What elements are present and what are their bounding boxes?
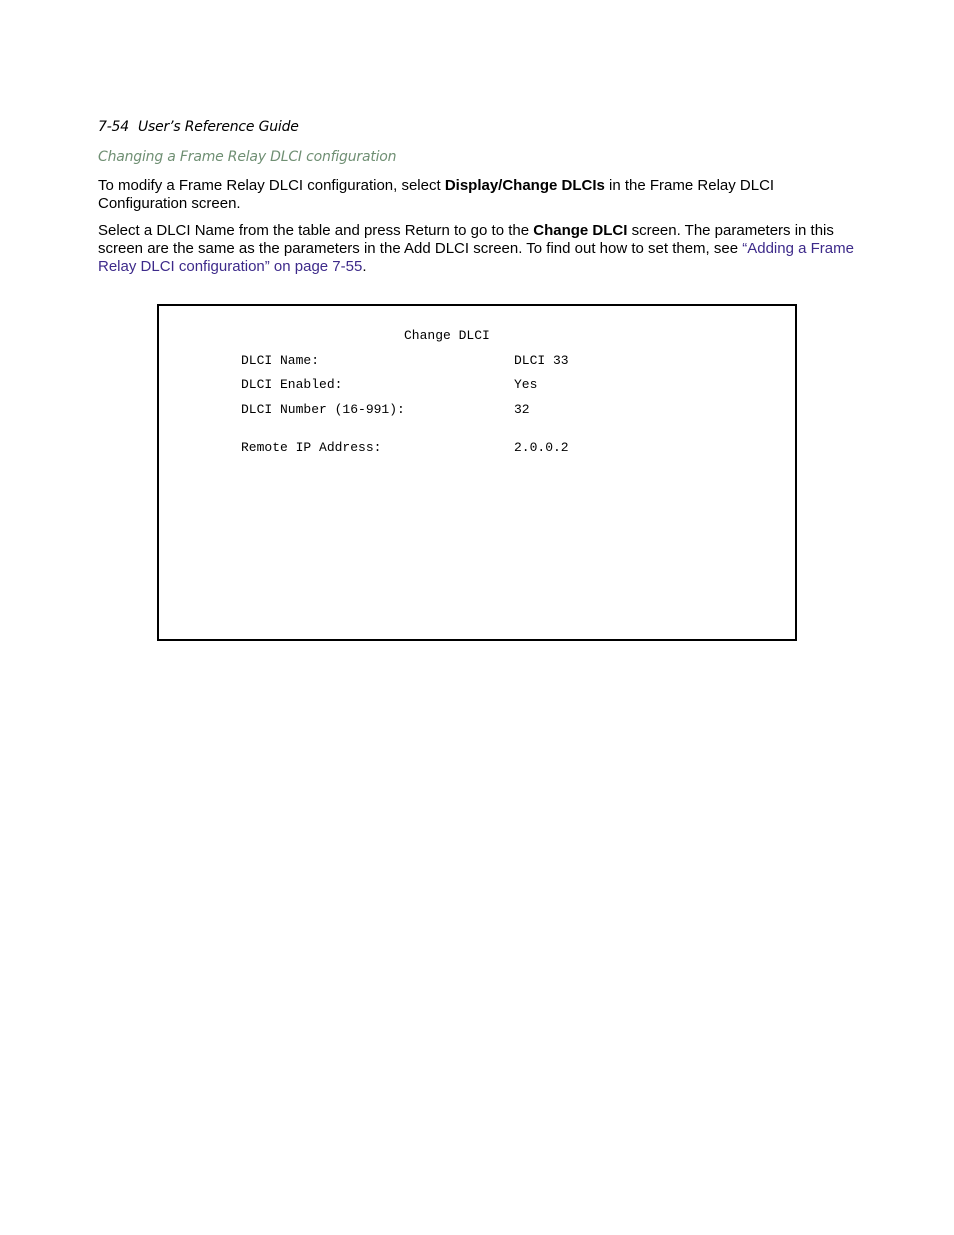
dlci-enabled-value[interactable]: Yes bbox=[514, 377, 538, 392]
section-heading: Changing a Frame Relay DLCI configuration bbox=[98, 149, 397, 165]
dlci-enabled-label: DLCI Enabled: bbox=[241, 377, 343, 392]
instructions-paragraph bbox=[98, 222, 858, 276]
dlci-number-value[interactable]: 32 bbox=[514, 402, 530, 417]
page-number: 7-54 bbox=[98, 119, 129, 135]
paragraph-text: screen. The parameters in this screen are the same as the parameters in the Add DLCI screen. To find out how to set them, see bbox=[98, 222, 834, 257]
remote-ip-label: Remote IP Address: bbox=[241, 440, 382, 455]
intro-paragraph bbox=[98, 177, 858, 213]
menu-option-reference: Display/Change DLCIs bbox=[444, 177, 605, 194]
paragraph-text: . bbox=[362, 258, 367, 275]
running-header bbox=[98, 119, 299, 135]
paragraph-text: in the Frame Relay DLCI Configuration screen. bbox=[98, 177, 775, 212]
paragraph-text: To modify a Frame Relay DLCI configuration, select bbox=[98, 177, 445, 194]
cross-reference-link[interactable]: “Adding a Frame Relay DLCI configuration” on page 7-55 bbox=[98, 240, 854, 275]
dlci-name-value[interactable]: DLCI 33 bbox=[514, 353, 569, 368]
screen-name-reference: Change DLCI bbox=[533, 222, 628, 239]
dlci-number-label: DLCI Number (16-991): bbox=[241, 402, 405, 417]
screen-title: Change DLCI bbox=[404, 328, 490, 343]
paragraph-text: Select a DLCI Name from the table and press Return to go to the bbox=[98, 222, 534, 239]
dlci-name-label: DLCI Name: bbox=[241, 353, 320, 368]
guide-title: User’s Reference Guide bbox=[137, 119, 299, 135]
change-dlci-screen bbox=[157, 304, 797, 641]
remote-ip-value[interactable]: 2.0.0.2 bbox=[514, 440, 569, 455]
